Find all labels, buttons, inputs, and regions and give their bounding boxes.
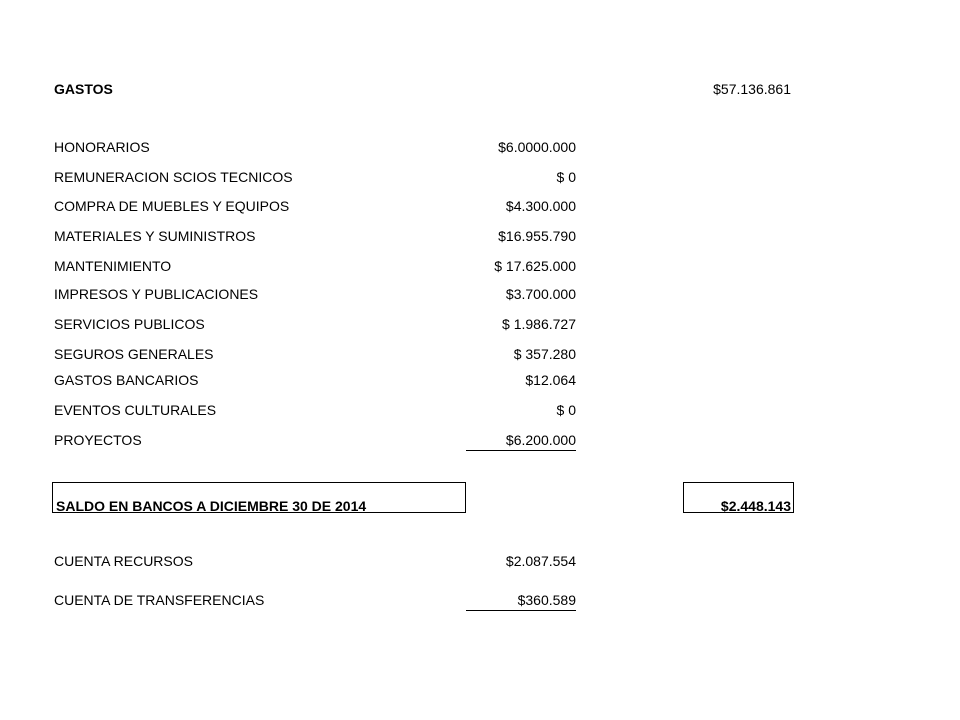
item-label-remuneracion: REMUNERACION SCIOS TECNICOS <box>54 169 293 185</box>
item-label-honorarios: HONORARIOS <box>54 139 150 155</box>
item-label-servicios: SERVICIOS PUBLICOS <box>54 316 205 332</box>
item-label-compra-muebles: COMPRA DE MUEBLES Y EQUIPOS <box>54 198 290 214</box>
item-label-proyectos: PROYECTOS <box>54 432 142 448</box>
item-amount-mantenimiento: $ 17.625.000 <box>494 258 576 274</box>
cuenta-label-transferencias: CUENTA DE TRANSFERENCIAS <box>54 592 265 608</box>
item-amount-seguros: $ 357.280 <box>513 346 576 362</box>
item-label-gastos-bancarios: GASTOS BANCARIOS <box>54 372 199 388</box>
item-amount-impresos: $3.700.000 <box>505 286 576 302</box>
item-amount-honorarios: $6.0000.000 <box>498 139 576 155</box>
item-amount-materiales: $16.955.790 <box>498 228 576 244</box>
item-amount-remuneracion: $ 0 <box>556 169 576 185</box>
item-amount-eventos: $ 0 <box>556 402 576 418</box>
item-amount-servicios: $ 1.986.727 <box>502 316 576 332</box>
cuenta-amount-recursos: $2.087.554 <box>505 553 576 569</box>
cuenta-label-recursos: CUENTA RECURSOS <box>54 553 193 569</box>
gastos-heading: GASTOS <box>54 81 113 97</box>
cuenta-amount-transferencias: $360.589 <box>517 592 576 608</box>
item-label-materiales: MATERIALES Y SUMINISTROS <box>54 228 256 244</box>
item-amount-gastos-bancarios: $12.064 <box>525 372 576 388</box>
saldo-label-cell <box>52 482 466 513</box>
saldo-total-cell <box>683 482 794 513</box>
saldo-total: $2.448.143 <box>720 498 791 514</box>
saldo-label: SALDO EN BANCOS A DICIEMBRE 30 DE 2014 <box>56 498 367 514</box>
item-label-eventos: EVENTOS CULTURALES <box>54 402 217 418</box>
gastos-total: $57.136.861 <box>713 81 791 97</box>
item-label-mantenimiento: MANTENIMIENTO <box>54 258 172 274</box>
item-amount-proyectos: $6.200.000 <box>505 432 576 448</box>
item-label-seguros: SEGUROS GENERALES <box>54 346 214 362</box>
item-amount-compra-muebles: $4.300.000 <box>505 198 576 214</box>
proyectos-underline <box>466 450 576 451</box>
item-label-impresos: IMPRESOS Y PUBLICACIONES <box>54 286 259 302</box>
transferencias-underline <box>466 610 576 611</box>
